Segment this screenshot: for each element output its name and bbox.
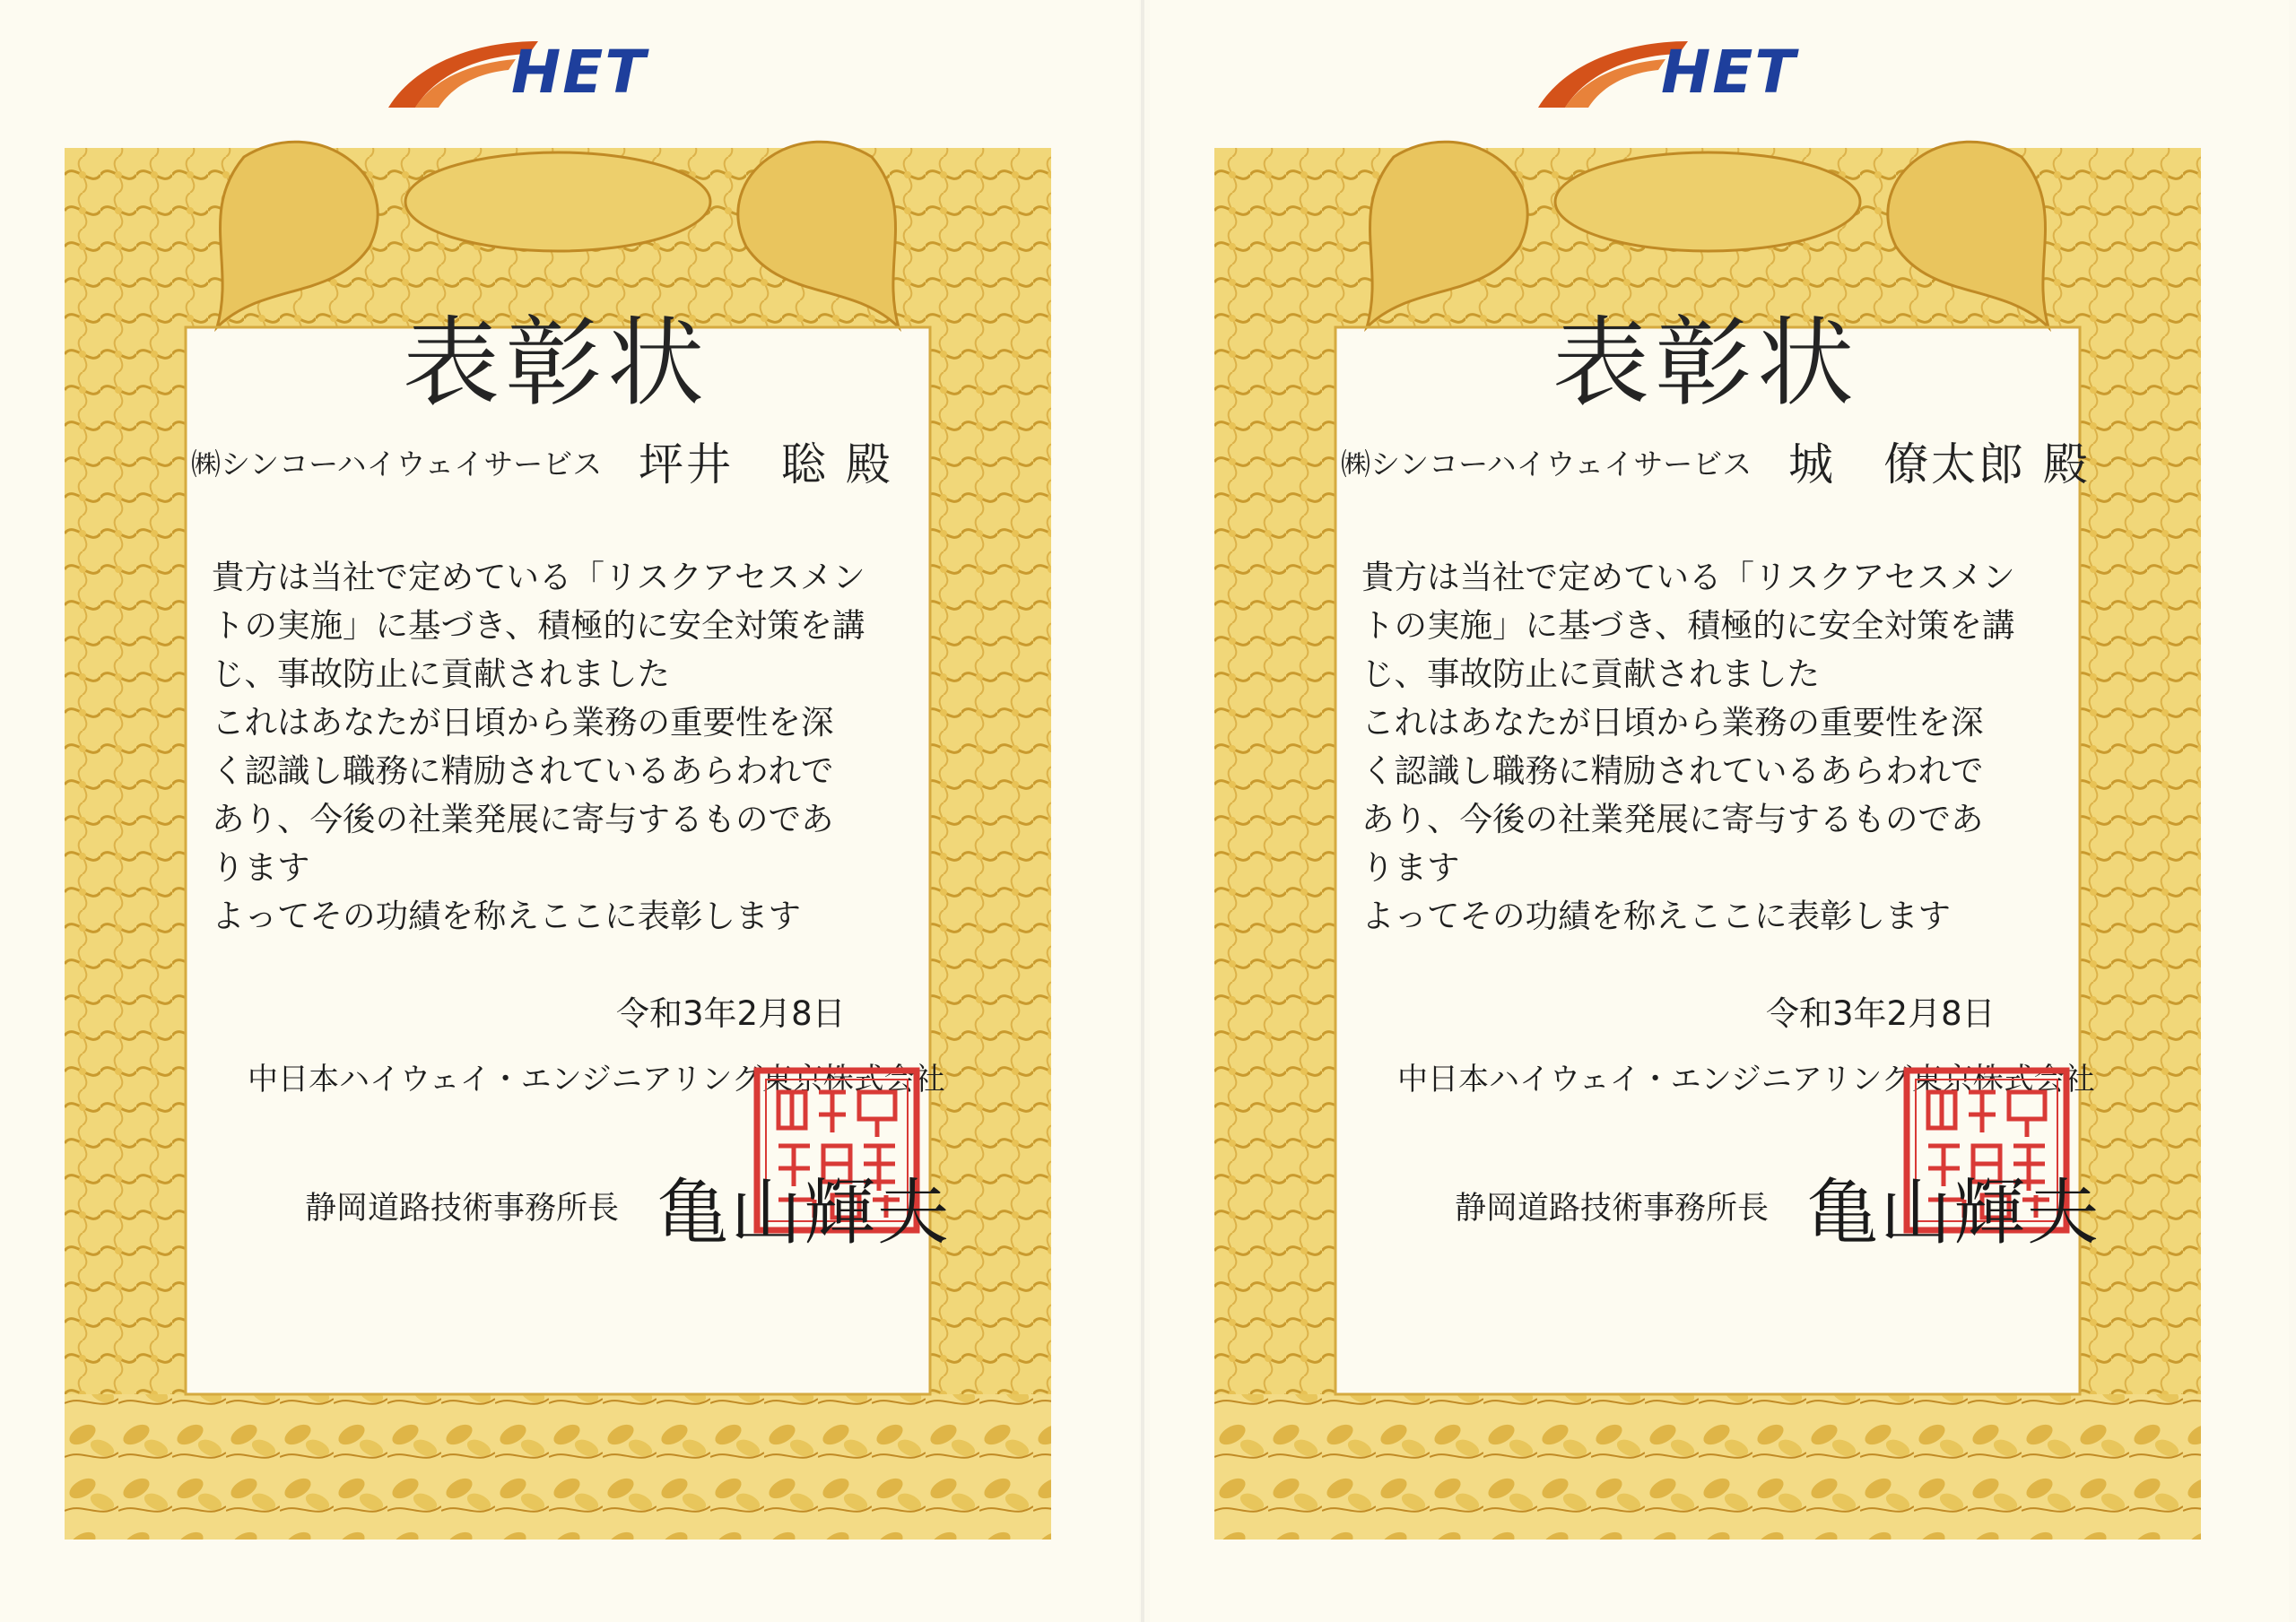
certificate-body [212,553,929,941]
recipient-name: 城 僚太郎 殿 [1788,438,2091,490]
certificate-right [1150,0,2289,1622]
issuer-company: 中日本ハイウェイ・エンジニアリング東京株式会社 [248,1062,945,1097]
body-line: ります [1361,848,1460,887]
certificate-content [1150,0,2289,1622]
logo-text: HET [511,38,648,107]
body-line: よってその功績を称えここに表彰します [212,897,801,935]
body-line: 貴方は当社で定めている「リスクアセスメン [212,558,865,596]
body-line: 貴方は当社で定めている「リスクアセスメン [1361,558,2015,596]
recipient-name: 坪井 聡 殿 [639,438,893,490]
issuer-company: 中日本ハイウェイ・エンジニアリング東京株式会社 [1397,1062,2095,1097]
body-line: トの実施」に基づき、積極的に安全対策を講 [1361,606,2015,645]
recipient-company: ㈱シンコーハイウェイサービス [191,447,603,481]
award-date: 令和3年2月8日 [1766,994,1996,1033]
certificate-left [0,0,1139,1622]
certificate-body [1361,553,2079,941]
award-date: 令和3年2月8日 [616,994,846,1033]
body-line: じ、事故防止に貢献されました [212,655,670,693]
certificate-title: 表彰状 [402,308,709,420]
body-line: く認識し職務に精励されているあらわれで [212,751,834,790]
certificate-content [0,0,1139,1622]
body-line: これはあなたが日頃から業務の重要性を深 [212,703,834,742]
body-line: これはあなたが日頃から業務の重要性を深 [1361,703,1984,742]
body-line: よってその功績を称えここに表彰します [1361,897,1951,935]
issuer-title: 静岡道路技術事務所長 [305,1191,620,1227]
certificate-title: 表彰状 [1552,308,1859,420]
body-line: あり、今後の社業発展に寄与するものであ [1361,800,1984,838]
body-line: じ、事故防止に貢献されました [1361,655,1820,693]
page-divider [1141,0,1144,1622]
signature: 亀山輝夫 [657,1171,951,1254]
signature: 亀山輝夫 [1806,1171,2100,1254]
body-line: く認識し職務に精励されているあらわれで [1361,751,1984,790]
body-line: あり、今後の社業発展に寄与するものであ [212,800,834,838]
body-line: トの実施」に基づき、積極的に安全対策を講 [212,606,865,645]
issuer-title: 静岡道路技術事務所長 [1455,1191,1770,1227]
logo-text: HET [1661,38,1797,107]
body-line: ります [212,848,310,887]
recipient-company: ㈱シンコーハイウェイサービス [1341,447,1752,481]
